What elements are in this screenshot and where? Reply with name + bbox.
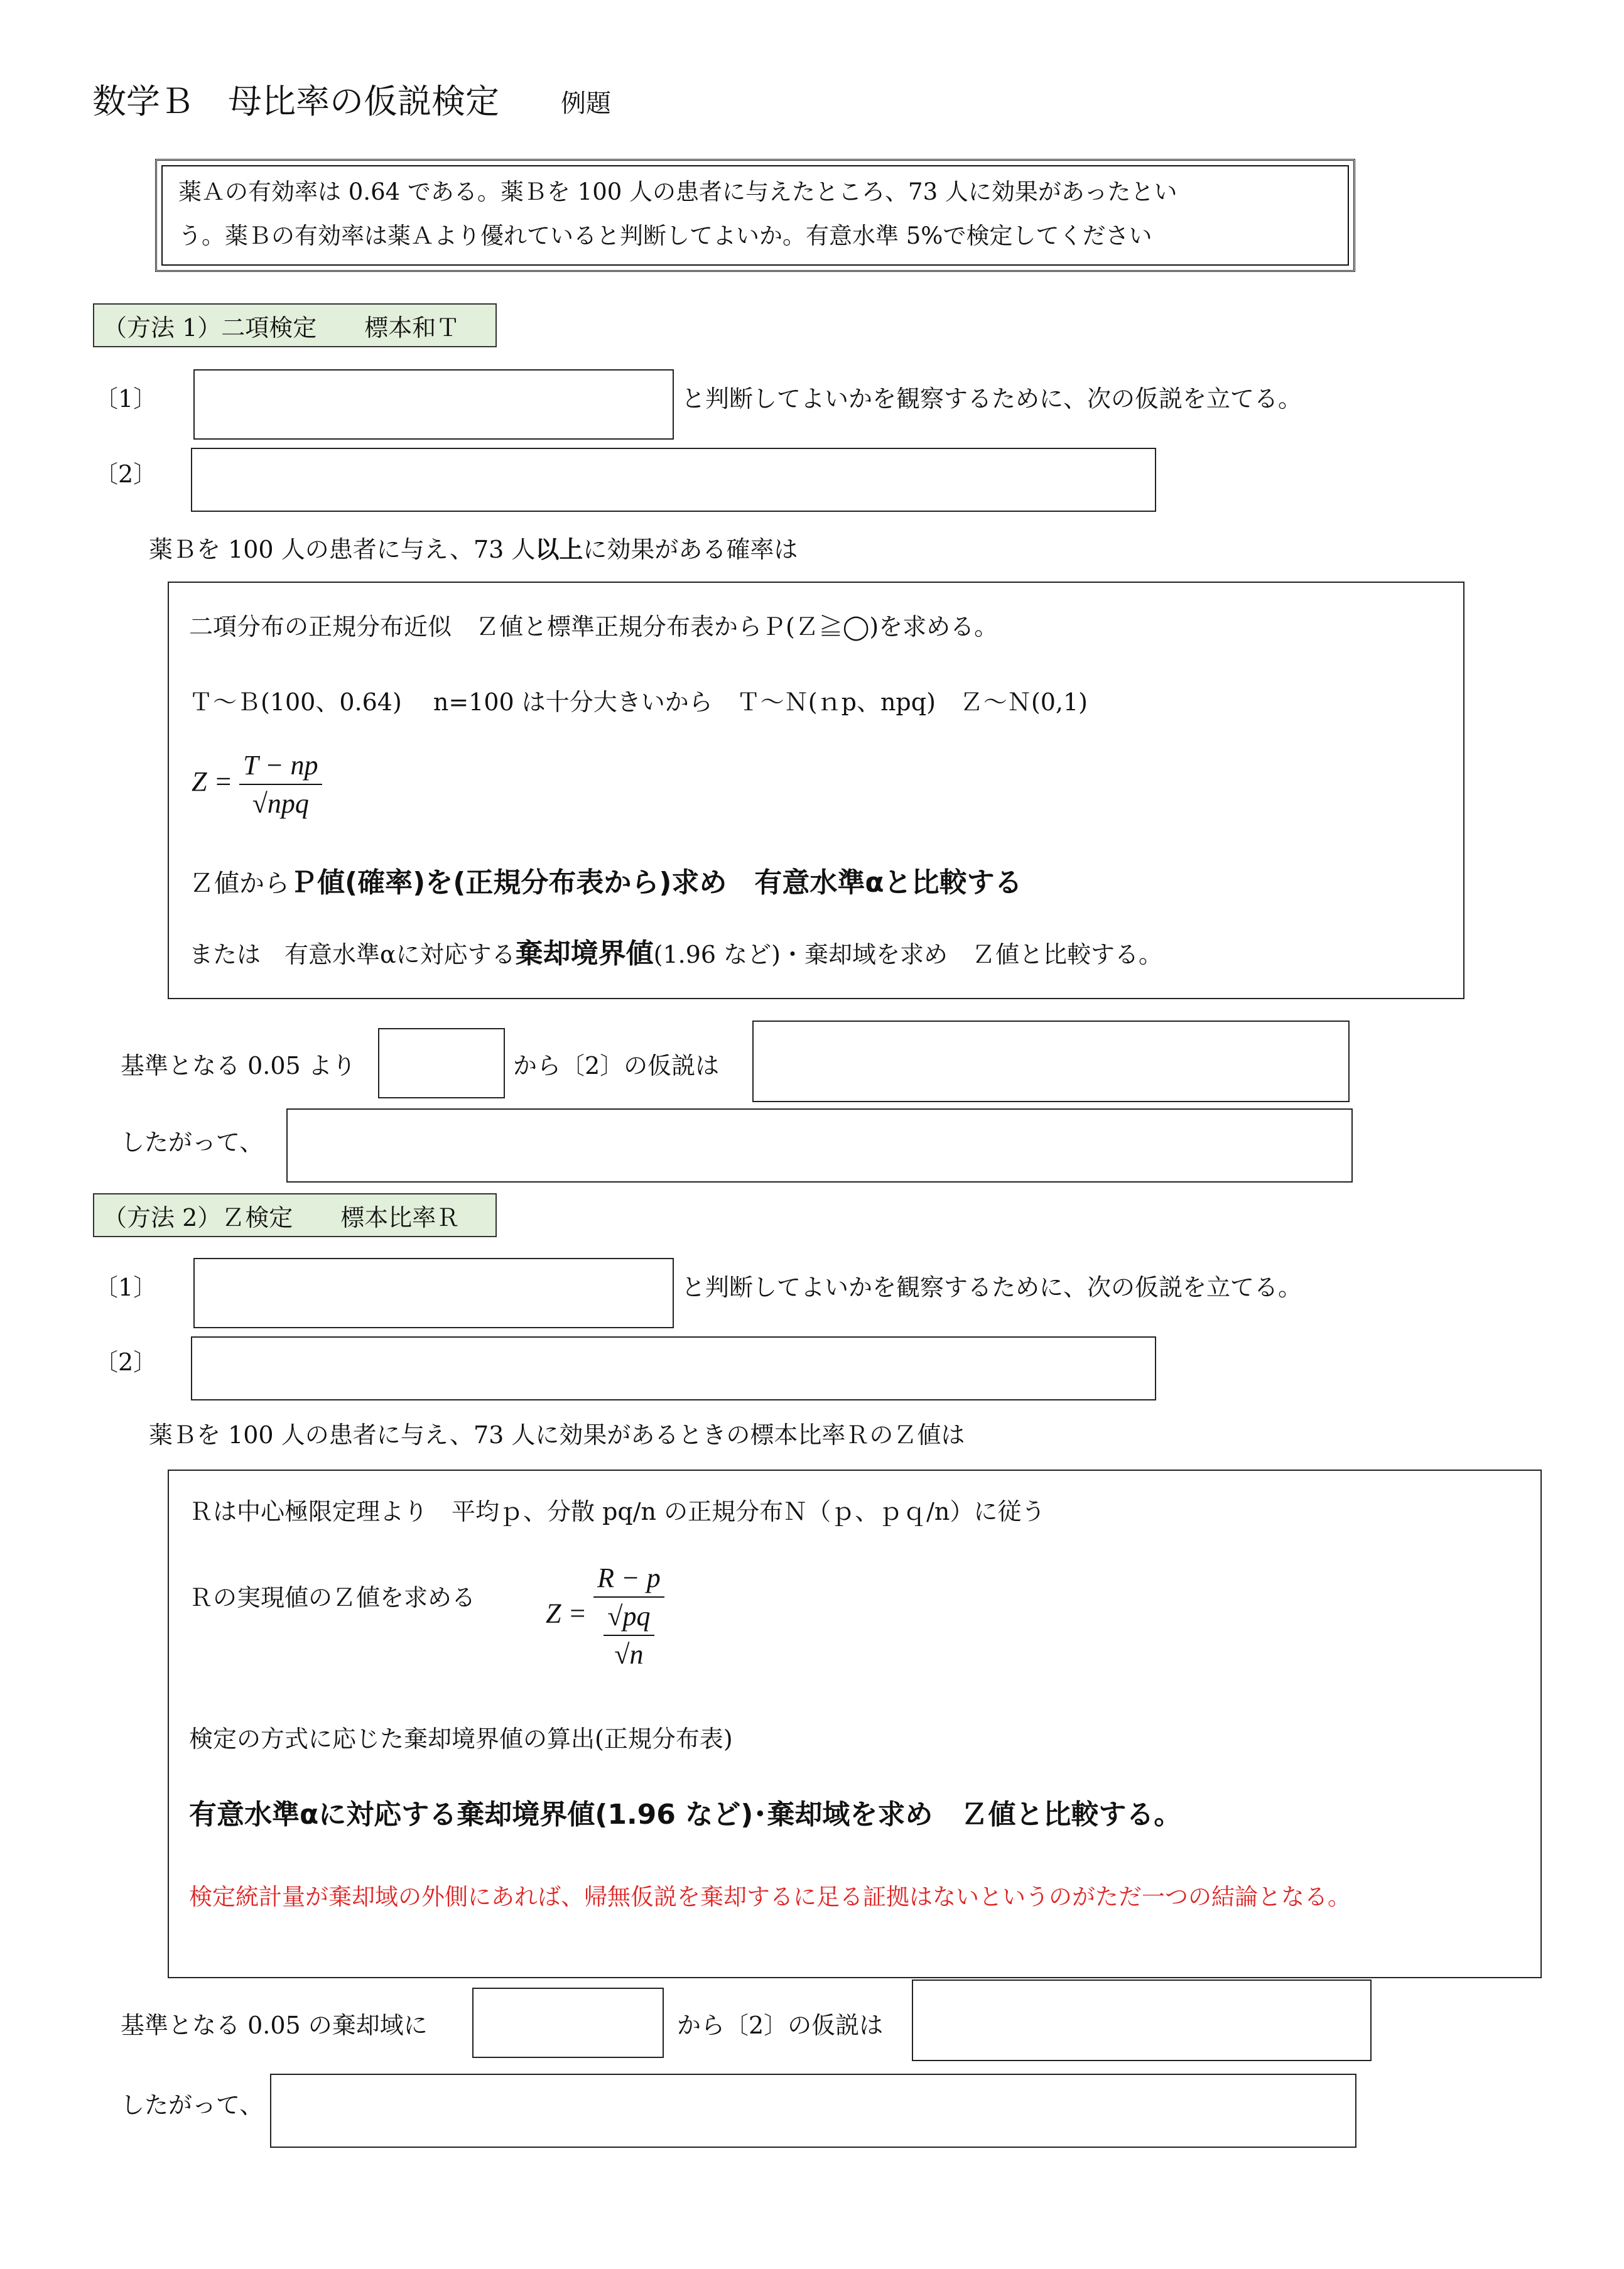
method1-box-line5 — [189, 938, 1162, 971]
method1-z-formula — [192, 749, 322, 820]
method2-intro: 薬Ｂを 100 人の患者に与え、73 人に効果があるときの標本比率ＲのＺ値は — [149, 1421, 965, 1449]
method1-formula-numerator: T − np — [239, 749, 322, 785]
method2-compare-pre: 基準となる 0.05 の棄却域に — [121, 2012, 428, 2039]
method1-compare-mid: から〔2〕の仮説は — [513, 1052, 720, 1080]
method2-explanation-box — [168, 1470, 1542, 1978]
method1-box-line2: Ｔ〜Ｂ(100、0.64) n=100 は十分大きいから Ｔ〜Ｎ(ｎp、npq) Ｚ〜Ｎ(0,1) — [189, 688, 1088, 716]
method1-intro-post: に効果がある確率は — [583, 536, 798, 563]
method1-line5-post: (1.96 など)・棄却域を求め Ｚ値と比較する。 — [653, 941, 1163, 968]
method2-box-line3: 検定の方式に応じた棄却境界値の算出(正規分布表) — [189, 1725, 733, 1753]
method2-therefore-input[interactable] — [270, 2074, 1356, 2148]
method2-formula-den-numerator: √pq — [604, 1600, 654, 1636]
method2-step1-text: と判断してよいかを観察するために、次の仮説を立てる。 — [681, 1274, 1302, 1301]
method1-line5-pre: または 有意水準αに対応する — [189, 941, 516, 968]
method1-compare-pre: 基準となる 0.05 より — [121, 1052, 356, 1080]
method2-compare-mid: から〔2〕の仮説は — [677, 2012, 884, 2039]
method2-formula-denominator — [593, 1598, 664, 1671]
method1-line4-pre: Ｚ値から — [189, 869, 290, 898]
method1-line5-bold: 棄却境界値 — [515, 938, 654, 970]
method2-formula-numerator: R − p — [593, 1562, 664, 1598]
method1-intro — [149, 536, 798, 565]
method1-hypothesis2-input[interactable] — [191, 448, 1156, 512]
method2-label: （方法 2）Ｚ検定 標本比率Ｒ — [93, 1193, 497, 1237]
problem-box — [155, 159, 1355, 272]
method1-line4-bold: Ｐ値(確率)を(正規分布表から)求め 有意水準αと比較する — [290, 867, 1022, 899]
method2-formula-den-denominator: √n — [614, 1639, 644, 1670]
method2-hypothesis-input[interactable] — [193, 1258, 674, 1328]
method1-therefore-input[interactable] — [286, 1108, 1353, 1183]
method1-step1-text: と判断してよいかを観察するために、次の仮説を立てる。 — [681, 385, 1302, 413]
method2-step1-marker: 〔1〕 — [94, 1274, 158, 1301]
method2-therefore: したがって、 — [121, 2091, 264, 2119]
problem-line-1: 薬Ａの有効率は 0.64 である。薬Ｂを 100 人の患者に与えたところ、73 人に効果があったとい — [178, 178, 1177, 205]
method2-compare-input[interactable] — [472, 1988, 664, 2058]
method1-box-line4 — [189, 867, 1022, 900]
method1-box-line1: 二項分布の正規分布近似 Ｚ値と標準正規分布表からＰ(Ｚ≧◯)を求める。 — [189, 613, 999, 641]
page-subtitle: 例題 — [561, 89, 611, 118]
page-title: 数学Ｂ 母比率の仮説検定 — [92, 82, 499, 121]
method2-hypothesis2-input[interactable] — [191, 1336, 1156, 1400]
problem-line-2: う。薬Ｂの有効率は薬Ａより優れていると判断してよいか。有意水準 5%で検定してください — [178, 222, 1152, 249]
method2-z-formula — [546, 1562, 664, 1671]
method1-explanation-box — [168, 582, 1464, 999]
method2-formula-lhs: Z = — [546, 1598, 587, 1629]
method1-formula-denominator: √npq — [252, 788, 309, 819]
method2-step2-marker: 〔2〕 — [94, 1348, 158, 1376]
method2-conclusion-input[interactable] — [912, 1979, 1372, 2061]
method2-box-line4: 有意水準αに対応する棄却境界値(1.96 など)･棄却域を求め Ｚ値と比較する。 — [189, 1799, 1182, 1831]
method1-compare-input[interactable] — [378, 1028, 505, 1098]
method1-intro-pre: 薬Ｂを 100 人の患者に与え、73 人 — [149, 536, 536, 563]
method1-formula-lhs: Z = — [192, 766, 233, 798]
method1-hypothesis-input[interactable] — [193, 369, 674, 440]
method2-box-line1: Ｒは中心極限定理より 平均ｐ、分散 pq/n の正規分布Ｎ（ｐ、ｐｑ/n）に従う — [189, 1498, 1046, 1525]
method1-label: （方法 1）二項検定 標本和Ｔ — [93, 303, 497, 347]
method2-box-line2: Ｒの実現値のＺ値を求める — [189, 1584, 476, 1611]
method1-step1-marker: 〔1〕 — [94, 385, 158, 413]
method2-box-line5: 検定統計量が棄却域の外側にあれば、帰無仮説を棄却するに足る証拠はないというのがただ一つの結論となる。 — [189, 1883, 1351, 1910]
method1-step2-marker: 〔2〕 — [94, 460, 158, 488]
method1-intro-bold: 以上 — [535, 536, 583, 563]
method1-conclusion-input[interactable] — [752, 1021, 1350, 1102]
method1-therefore: したがって、 — [121, 1129, 264, 1156]
